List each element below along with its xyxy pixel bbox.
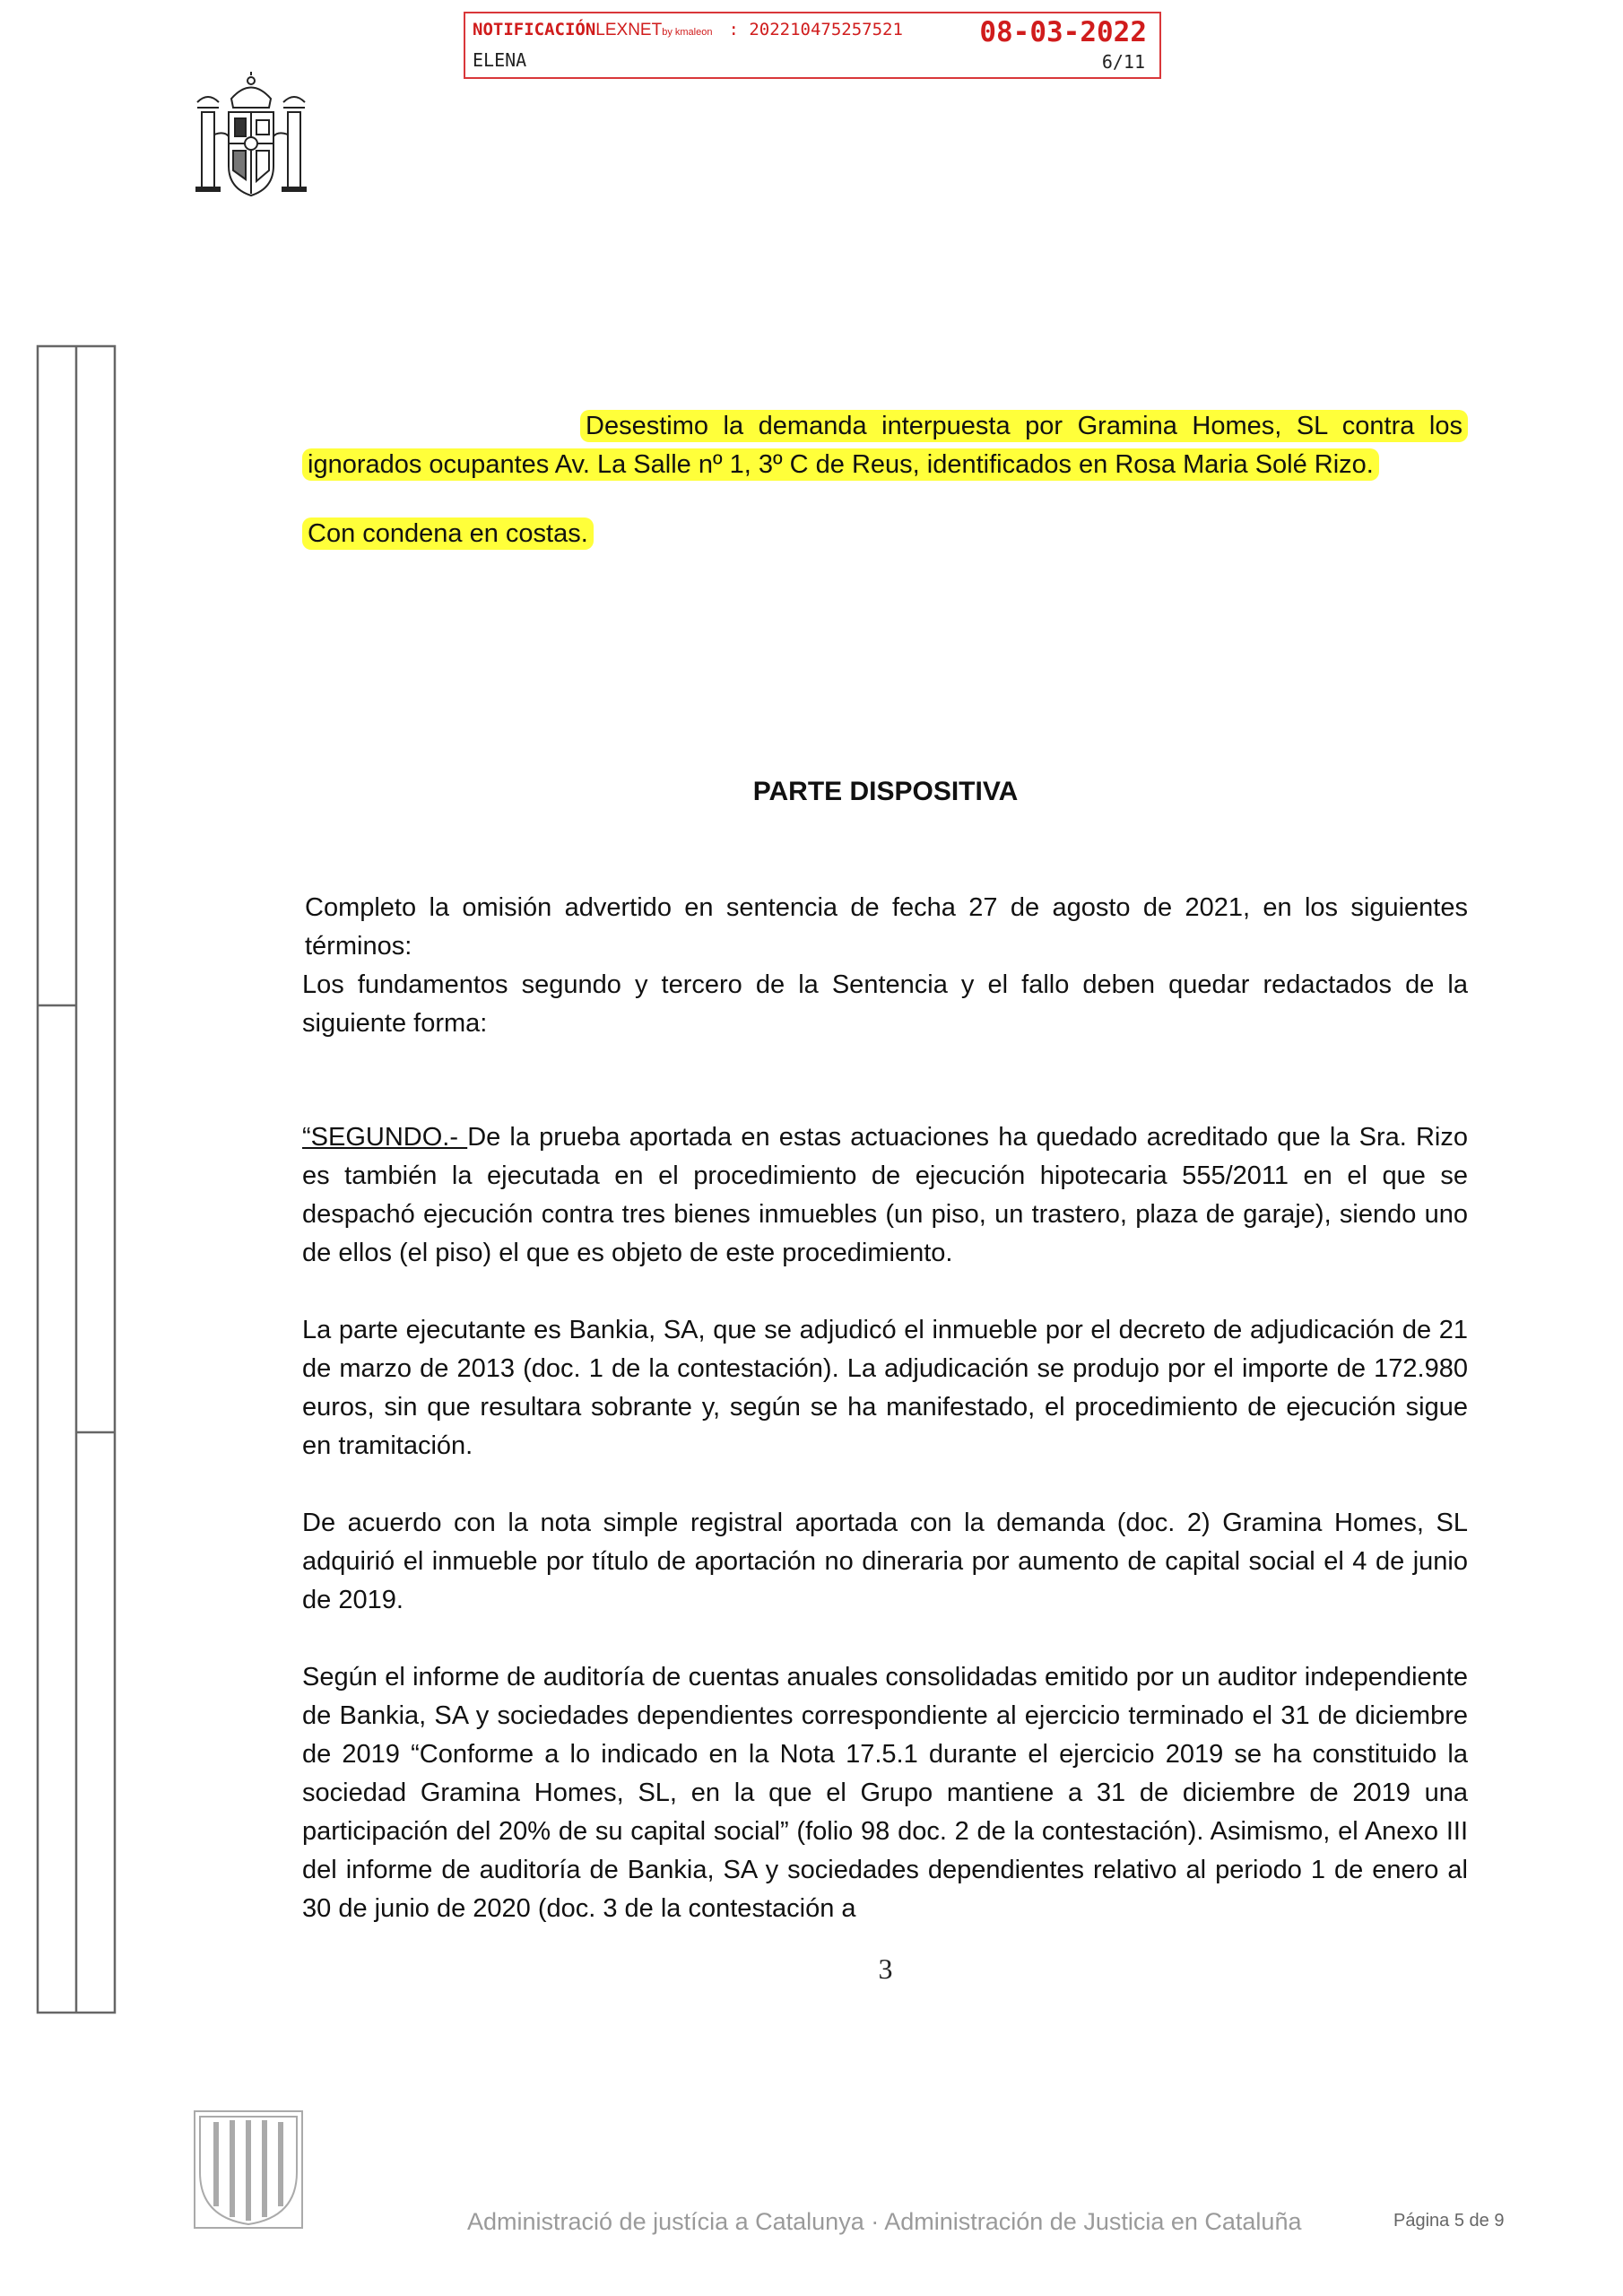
paragraph-segundo <box>302 1118 1468 1273</box>
highlight-condena: Con condena en costas. <box>302 517 594 550</box>
paragraph-completo: Completo la omisión advertido en sentencia de fecha 27 de agosto de 2021, en los siguientes términos: <box>305 893 1468 961</box>
page-number: 3 <box>878 1952 893 1985</box>
lexnet-stamp <box>464 12 1161 79</box>
margin-box <box>36 344 117 2014</box>
stamp-by: by kmaleon <box>662 27 713 38</box>
paragraph-desestimo <box>302 407 1468 484</box>
stamp-date: 08-03-2022 <box>979 16 1147 48</box>
stamp-pages: 6/11 <box>1101 51 1145 73</box>
coat-of-arms-icon <box>188 72 314 206</box>
stamp-notificacion: NOTIFICACIÓN <box>473 20 596 39</box>
paragraph-condena <box>302 515 1468 553</box>
stamp-line1 <box>473 20 903 40</box>
paragraph-fundamentos: Los fundamentos segundo y tercero de la Sentencia y el fallo deben quedar redactados de la siguiente forma: <box>302 970 1468 1038</box>
stamp-code: : 202210475257521 <box>728 20 903 39</box>
footer-page-counter: Página 5 de 9 <box>1393 2211 1505 2231</box>
footer-administration: Administració de justícia a Catalunya · Administración de Justicia en Cataluña <box>467 2208 1302 2235</box>
segundo-heading: “SEGUNDO.- <box>302 1123 468 1152</box>
segundo-text: De la prueba aportada en estas actuaciones ha quedado acreditado que la Sra. Rizo es también la ejecutada en el procedimiento de ejecución hipotecaria 555/2011 en el que se despachó ejecución contra tres bienes inmuebles (un piso, un trastero, plaza de garaje), siendo uno de ellos (el piso) el que es objeto de este procedimiento. <box>302 1123 1468 1267</box>
paragraph-bankia: La parte ejecutante es Bankia, SA, que se adjudicó el inmueble por el decreto de adjudicación de 21 de marzo de 2013 (doc. 1 de la contestación). La adjudicación se produjo por el importe de 172.980 euros, sin que resultara sobrante y, según se ha manifestado, el procedimiento de ejecución sigue en tramitación. <box>302 1316 1468 1460</box>
paragraph-auditoria: Según el informe de auditoría de cuentas anuales consolidadas emitido por un auditor independiente de Bankia, SA y sociedades dependientes correspondiente al ejercicio terminado el 31 de diciembre de 2019 “Conforme a lo indicado en la Nota 17.5.1 durante el ejercicio 2019 se ha constituido la sociedad Gramina Homes, SL, en la que el Grupo mantiene a 31 de diciembre de 2019 una participación del 20% de su capital social” (folio 98 doc. 2 de la contestación). Asimismo, el Anexo III del informe de auditoría de Bankia, SA y sociedades dependientes relativo al periodo 1 de enero al 30 de junio de 2020 (doc. 3 de la contestación a <box>302 1663 1468 1923</box>
section-title: PARTE DISPOSITIVA <box>752 777 1019 806</box>
paragraph-nota-simple: De acuerdo con la nota simple registral aportada con la demanda (doc. 2) Gramina Homes, SL adquirió el inmueble por título de aportación no dineraria por aumento de capital social el 4 de junio de 2019. <box>302 1509 1468 1614</box>
stamp-lexnet: LEXNET <box>595 21 663 39</box>
highlight-desestimo: Desestimo la demanda interpuesta por Gramina Homes, SL contra los ignorados ocupantes Av. La Salle nº 1, 3º C de Reus, identificados en Rosa Maria Solé Rizo. <box>302 410 1468 481</box>
catalonia-seal-icon <box>193 2109 304 2230</box>
stamp-name: ELENA <box>473 49 527 71</box>
